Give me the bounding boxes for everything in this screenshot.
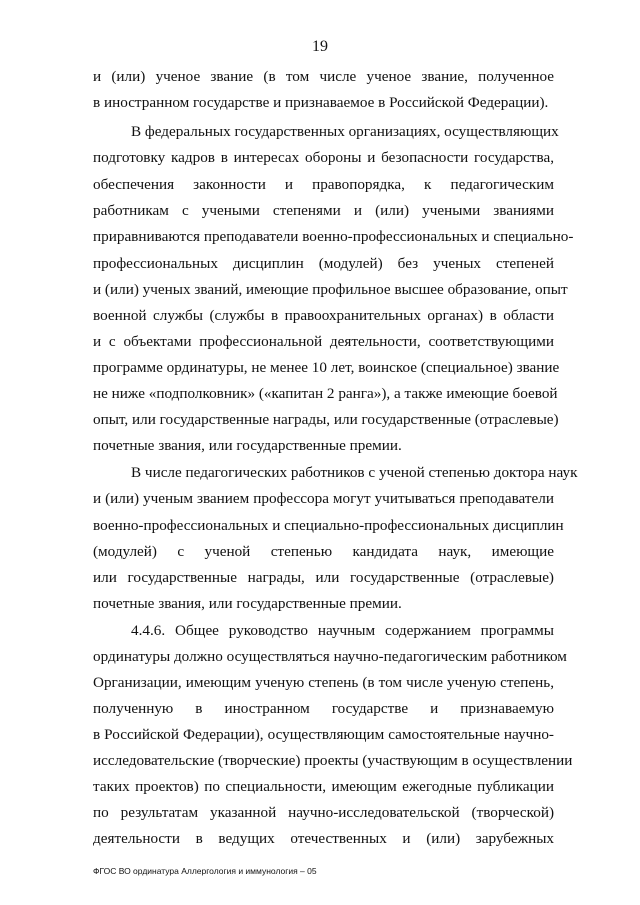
- text-line: В федеральных государственных организациях, осуществляющих: [131, 123, 559, 140]
- text-line: опыт, или государственные награды, или государственные (отраслевые): [93, 411, 559, 428]
- text-line: и (или) ученым званием профессора могут учитываться преподаватели: [93, 490, 554, 507]
- text-line: ординатуры должно осуществляться научно-педагогическим работником: [93, 648, 567, 665]
- text-line: или государственные награды, или государственные (отраслевые): [93, 569, 554, 586]
- text-line: обеспечения законности и правопорядка, к педагогическим: [93, 176, 554, 193]
- text-line: и (или) ученое звание (в том числе ученое звание, полученное: [93, 68, 554, 85]
- text-line: военно-профессиональных и специально-профессиональных дисциплин: [93, 517, 564, 534]
- text-line: не ниже «подполковник» («капитан 2 ранга»), а также имеющие боевой: [93, 385, 558, 402]
- text-line: исследовательские (творческие) проекты (участвующим в осуществлении: [93, 752, 573, 769]
- text-line: профессиональных дисциплин (модулей) без ученых степеней: [93, 255, 554, 272]
- text-line: военной службы (службы в правоохранительных органах) в области: [93, 307, 554, 324]
- text-line: в иностранном государстве и признаваемое в Российской Федерации).: [93, 94, 549, 111]
- page-number: 19: [312, 38, 328, 55]
- text-line: почетные звания, или государственные премии.: [93, 437, 402, 454]
- text-line: деятельности в ведущих отечественных и (или) зарубежных: [93, 830, 554, 847]
- page-footer: ФГОС ВО ординатура Аллергология и иммунология – 05: [93, 866, 317, 876]
- text-line: Организации, имеющим ученую степень (в том числе ученую степень,: [93, 674, 554, 691]
- text-line: и с объектами профессиональной деятельности, соответствующими: [93, 333, 554, 350]
- text-line: подготовку кадров в интересах обороны и безопасности государства,: [93, 149, 554, 166]
- text-line: таких проектов) по специальности, имеющим ежегодные публикации: [93, 778, 554, 795]
- text-line: В числе педагогических работников с ученой степенью доктора наук: [131, 464, 578, 481]
- text-line: полученную в иностранном государстве и признаваемую: [93, 700, 554, 717]
- text-line: в Российской Федерации), осуществляющим самостоятельные научно-: [93, 726, 554, 743]
- text-line: (модулей) с ученой степенью кандидата наук, имеющие: [93, 543, 554, 560]
- text-line: по результатам указанной научно-исследовательской (творческой): [93, 804, 554, 821]
- text-line: приравниваются преподаватели военно-профессиональных и специально-: [93, 228, 574, 245]
- text-line: 4.4.6. Общее руководство научным содержанием программы: [131, 622, 554, 639]
- text-line: программе ординатуры, не менее 10 лет, воинское (специальное) звание: [93, 359, 560, 376]
- text-line: и (или) ученых званий, имеющие профильное высшее образование, опыт: [93, 281, 568, 298]
- text-line: работникам с учеными степенями и (или) учеными званиями: [93, 202, 554, 219]
- text-line: почетные звания, или государственные премии.: [93, 595, 402, 612]
